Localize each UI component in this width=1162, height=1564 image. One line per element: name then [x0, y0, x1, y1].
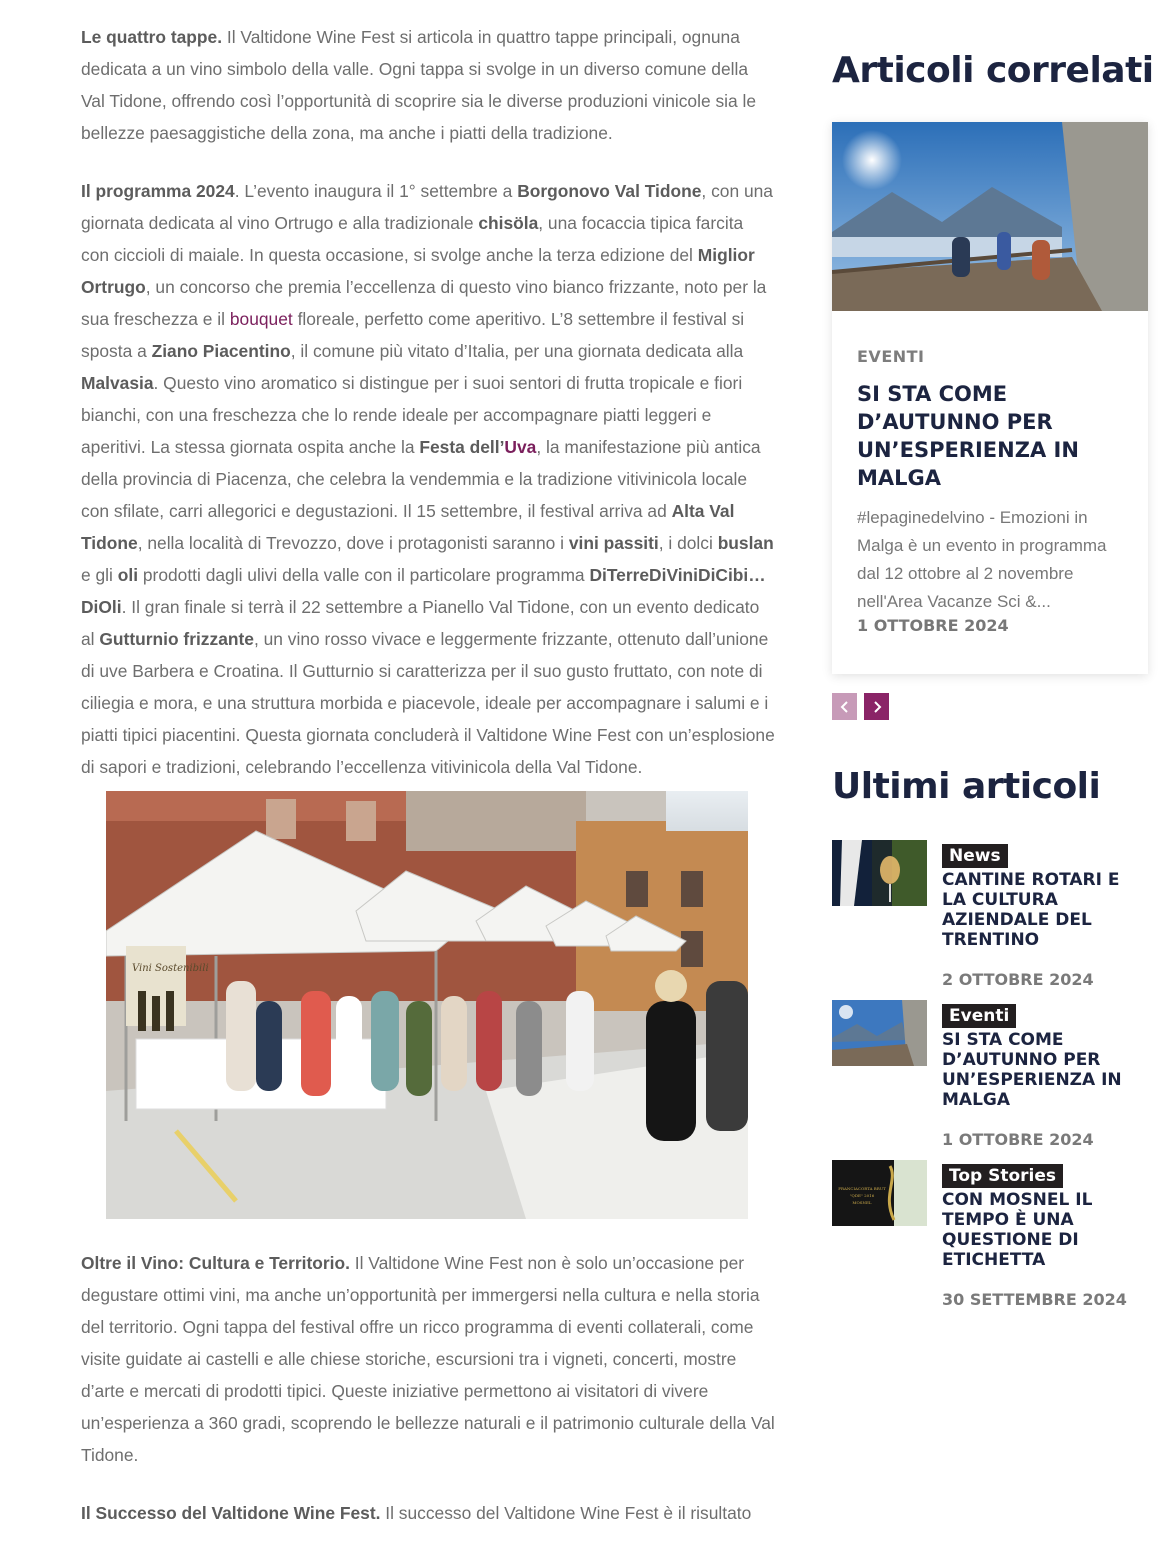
article-body	[81, 21, 776, 1529]
paragraph-text: floreale, perfetto come aperitivo. L’8 settembre il festival si sposta a	[81, 309, 745, 361]
carousel-prev-button[interactable]	[832, 693, 857, 720]
paragraph-text: , un concorso che premia l’eccellenza di questo vino bianco frizzante, noto per la sua freschezza e il	[81, 277, 767, 329]
paragraph-text: , una focaccia tipica farcita con ciccioli di maiale. In questa occasione, si svolge anche la terza edizione del	[81, 213, 744, 265]
latest-article-date: 30 SETTEMBRE 2024	[942, 1290, 1127, 1309]
paragraph-text: , nella località di Trevozzo, dove i protagonisti saranno i	[137, 533, 569, 553]
emphasis-text: Alta Val Tidone	[81, 501, 735, 553]
latest-article-title[interactable]: CANTINE ROTARI E LA CULTURA AZIENDALE DEL TRENTINO	[942, 870, 1120, 950]
related-article-category[interactable]: EVENTI	[857, 347, 925, 366]
related-heading: Articoli correlati	[832, 50, 1154, 91]
emphasis-text: oli	[117, 565, 139, 585]
paragraph-programma	[81, 175, 776, 783]
paragraph-text: prodotti dagli ulivi della valle con il particolare programma	[138, 565, 590, 585]
latest-article-date: 1 OTTOBRE 2024	[942, 1130, 1094, 1149]
inline-link[interactable]: bouquet	[229, 309, 293, 329]
paragraph-lead: Il Successo del Valtidone Wine Fest.	[81, 1503, 381, 1523]
paragraph-lead: Le quattro tappe.	[81, 27, 223, 47]
paragraph-text: . Questo vino aromatico si distingue per i suoi sentori di frutta tropicale e fiori bianchi, con una freschezza che lo rende ideale per accompagnare piatti leggeri e aperitivi. La stessa giornata ospita anche la	[81, 373, 743, 457]
chevron-left-icon	[840, 701, 850, 713]
related-article-date: 1 OTTOBRE 2024	[857, 616, 1009, 635]
latest-article-thumbnail[interactable]	[832, 840, 927, 906]
paragraph-text: , la manifestazione più antica della provincia di Piacenza, che celebra la vendemmia e la tradizione vitivinicola locale con sfilate, carri allegorici e degustazioni. Il 15 settembre, il festival arriva ad	[81, 437, 761, 521]
latest-article-item[interactable]	[832, 1160, 1148, 1310]
emphasis-text: Borgonovo Val Tidone	[517, 181, 702, 201]
emphasis-text: vini passiti	[568, 533, 659, 553]
latest-article-badge[interactable]: Top Stories	[942, 1164, 1063, 1188]
thumb-label-line-2: "QDE" 2016	[849, 1193, 875, 1198]
paragraph-text: Il Valtidone Wine Fest non è solo un’occasione per degustare ottimi vini, ma anche un’opportunità per immergersi nella cultura e nella storia del territorio. Ogni tappa del festival offre un ricco programma di eventi collaterali, come visite guidate ai castelli e alle chiese storiche, escursioni tra i vigneti, concerti, mostre d’arte e mercati di prodotti tipici. Queste iniziative permettono ai visitatori di vivere un’esperienza a 360 gradi, scoprendo le bellezze naturali e il patrimonio culturale della Val Tidone.	[81, 1253, 775, 1465]
latest-article-badge[interactable]: Eventi	[942, 1004, 1016, 1028]
emphasis-text: Ziano Piacentino	[151, 341, 291, 361]
related-article-card[interactable]	[832, 122, 1148, 674]
emphasis-text: Il programma 2024	[81, 181, 235, 201]
paragraph-text: , il comune più vitato d’Italia, per una giornata dedicata alla	[290, 341, 744, 361]
latest-article-item[interactable]	[832, 1000, 1148, 1150]
paragraph-lead: Oltre il Vino: Cultura e Territorio.	[81, 1253, 350, 1273]
latest-article-badge[interactable]: News	[942, 844, 1008, 868]
emphasis-text: DiTerreDiViniDiCibi…DiOli	[81, 565, 766, 617]
related-article-title[interactable]: SI STA COME D’AUTUNNO PER UN’ESPERIENZA IN MALGA	[857, 382, 1079, 490]
related-article-excerpt: #lepaginedelvino - Emozioni in Malga è un evento in programma dal 12 ottobre al 2 novembre nell'Area Vacanze Sci &...	[857, 508, 1107, 611]
emphasis-text: chisöla	[478, 213, 539, 233]
paragraph-text: Il Valtidone Wine Fest si articola in quattro tappe principali, ognuna dedicata a un vino simbolo della valle. Ogni tappa si svolge in un diverso comune della Val Tidone, offrendo così l’opportunità di scoprire sia le diverse produzioni vinicole sia le bellezze paesaggistiche della zona, ma anche i piatti della tradizione.	[81, 27, 757, 143]
paragraph-cultura	[81, 1247, 776, 1471]
emphasis-text: Festa dell’	[419, 437, 505, 457]
latest-article-date: 2 OTTOBRE 2024	[942, 970, 1094, 989]
thumb-label-line-1: FRANCIACORTA BRUT	[838, 1186, 886, 1191]
emphasis-text: buslan	[717, 533, 774, 553]
latest-article-title[interactable]: CON MOSNEL IL TEMPO È UNA QUESTIONE DI ETICHETTA	[942, 1190, 1093, 1270]
latest-heading: Ultimi articoli	[832, 766, 1101, 807]
emphasis-text: Malvasia	[81, 373, 154, 393]
carousel-next-button[interactable]	[864, 693, 889, 720]
paragraph-text: . Il gran finale si terrà il 22 settembre a Pianello Val Tidone, con un evento dedicato al	[81, 597, 760, 649]
latest-article-title[interactable]: SI STA COME D’AUTUNNO PER UN’ESPERIENZA IN MALGA	[942, 1030, 1122, 1110]
festival-photo	[106, 791, 748, 1219]
related-article-image[interactable]	[832, 122, 1148, 311]
paragraph-successo	[81, 1497, 776, 1529]
paragraph-text: e gli	[81, 565, 118, 585]
paragraph-text: . L’evento inaugura il 1° settembre a	[234, 181, 518, 201]
latest-article-item[interactable]	[832, 840, 1148, 990]
emphasis-text: Gutturnio frizzante	[99, 629, 254, 649]
paragraph-text: Il successo del Valtidone Wine Fest è il risultato	[380, 1503, 752, 1523]
photo-sign-text: Vini Sostenibili	[132, 963, 209, 974]
emphasis-text: Miglior Ortrugo	[81, 245, 755, 297]
paragraph-text: , con una giornata dedicata al vino Ortrugo e alla tradizionale	[81, 181, 773, 233]
paragraph-text: , un vino rosso vivace e leggermente frizzante, ottenuto dall’unione di uve Barbera e Croatina. Il Gutturnio si caratterizza per il suo gusto fruttato, con note di ciliegia e mora, e una struttura morbida e piacevole, ideale per accompagnare i salumi e i piatti tipici piacentini. Questa giornata concluderà il Valtidone Wine Fest con un’esplosione di sapori e tradizioni, celebrando l’eccellenza vitivinicola della Val Tidone.	[81, 629, 775, 777]
thumb-label-line-3: MOSNEL	[852, 1200, 872, 1205]
latest-article-thumbnail[interactable]	[832, 1160, 927, 1226]
inline-link[interactable]: Uva	[504, 437, 537, 457]
chevron-right-icon	[872, 701, 882, 713]
paragraph-text: , i dolci	[658, 533, 718, 553]
latest-article-thumbnail[interactable]	[832, 1000, 927, 1066]
paragraph-tappe	[81, 21, 776, 149]
